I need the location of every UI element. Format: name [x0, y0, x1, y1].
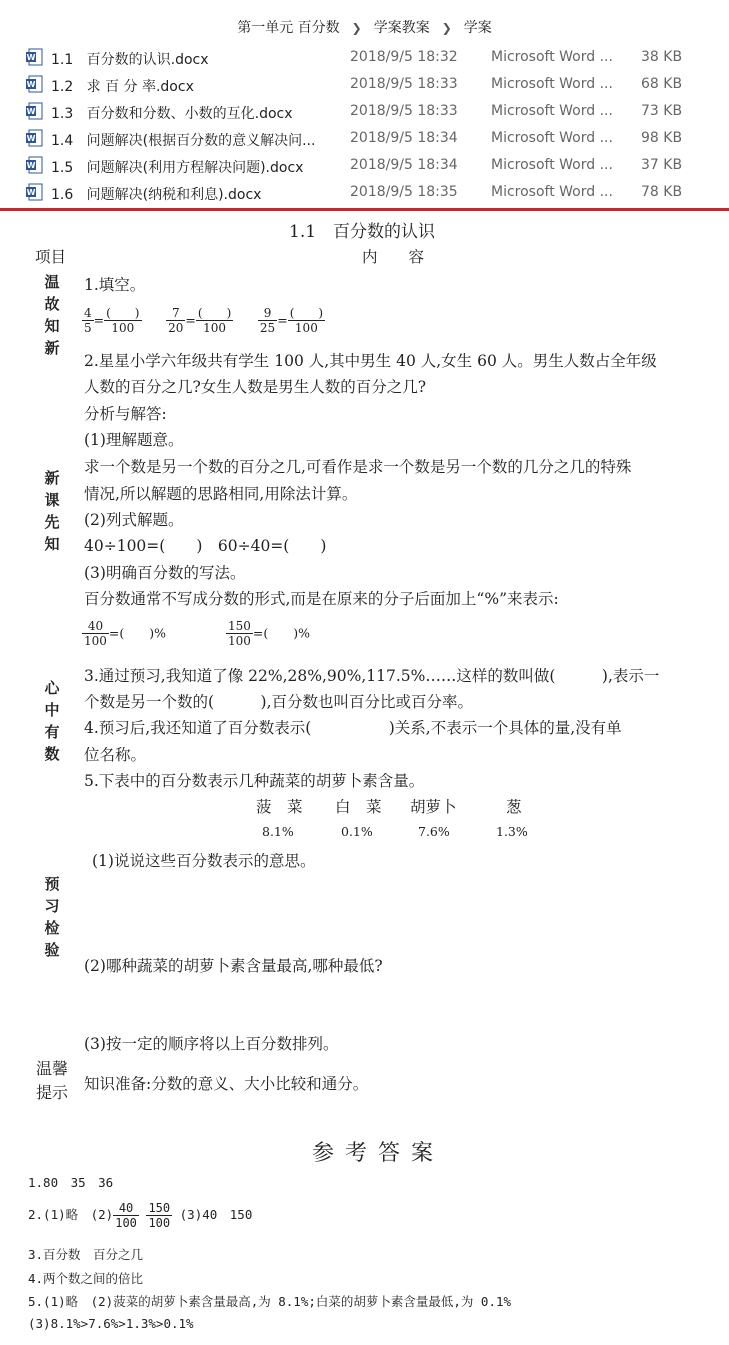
file-type: Microsoft Word ... [491, 76, 613, 92]
file-size: 98 KB [641, 130, 683, 146]
answer-line: 5.(1)略 (2)菠菜的胡萝卜素含量最高,为 8.1%;白菜的胡萝卜素含量最低,为 0.1% [28, 1294, 512, 1309]
word-doc-icon [25, 156, 43, 174]
section-label: 心中有数 [44, 679, 60, 763]
percent-conversion: $\frac{150}{100}$ =( )% [228, 619, 311, 648]
breadcrumb [0, 17, 729, 37]
answer-line: 1.80 35 36 [28, 1175, 114, 1190]
breadcrumb-item[interactable]: 学案教案 [373, 20, 430, 36]
file-row[interactable] [0, 152, 729, 179]
tip-text: 知识准备:分数的意义、大小比较和通分。 [84, 1075, 369, 1093]
svg-text:W: W [26, 80, 36, 89]
file-row[interactable] [0, 98, 729, 125]
file-size: 37 KB [641, 157, 683, 173]
percent-conversion: $\frac{40}{100}$ =( )% [84, 619, 167, 648]
veg-value: 7.6% [418, 824, 450, 839]
file-date: 2018/9/5 18:33 [350, 103, 458, 119]
veg-value: 0.1% [341, 824, 373, 839]
question-text: 位名称。 [84, 746, 147, 764]
body-text: 分析与解答: [84, 405, 167, 423]
question-text: 1.填空。 [84, 276, 146, 294]
word-doc-icon [25, 183, 43, 201]
file-row[interactable] [0, 71, 729, 98]
file-name: 1.1 百分数的认识.docx [51, 52, 209, 68]
page-title: 1.1 百分数的认识 [289, 222, 436, 242]
file-date: 2018/9/5 18:35 [350, 184, 458, 200]
column-header-item: 项目 [35, 248, 67, 266]
file-row[interactable] [0, 44, 729, 71]
answer-line: 3.百分数 百分之几 [28, 1247, 144, 1262]
veg-name: 胡萝卜 [410, 798, 457, 816]
fraction: $\frac{7}{20}$ [168, 306, 184, 335]
file-date: 2018/9/5 18:33 [350, 76, 458, 92]
section-label: 温馨提示 [35, 1059, 68, 1102]
chevron-right-icon: ❯ [351, 21, 362, 35]
word-doc-icon [25, 48, 43, 66]
sub-question: (2)哪种蔬菜的胡萝卜素含量最高,哪种最低? [84, 957, 383, 975]
veg-value: 8.1% [262, 824, 294, 839]
breadcrumb-item[interactable]: 第一单元 百分数 [237, 20, 340, 36]
section-label: 预习检验 [44, 875, 60, 959]
body-text: 百分数通常不写成分数的形式,而是在原来的分子后面加上“%”来表示: [84, 590, 559, 608]
sub-question: (3)按一定的顺序将以上百分数排列。 [84, 1035, 339, 1053]
question-text: 3.通过预习,我知道了像 22%,28%,90%,117.5%……这样的数叫做( ),表示一 [84, 667, 660, 685]
section-label: 温故知新 [44, 273, 60, 357]
answer-line: 4.两个数之间的倍比 [28, 1271, 144, 1286]
svg-text:W: W [26, 188, 36, 197]
svg-text:W: W [26, 53, 36, 62]
file-date: 2018/9/5 18:34 [350, 157, 458, 173]
file-type: Microsoft Word ... [491, 184, 613, 200]
file-explorer [0, 0, 729, 211]
body-text: 40÷100=( ) 60÷40=( ) [84, 537, 327, 555]
question-text: 个数是另一个数的( ),百分数也叫百分比或百分率。 [84, 693, 474, 711]
fraction: $\frac{40}{100}$ [115, 1201, 137, 1230]
file-type: Microsoft Word ... [491, 49, 613, 65]
file-row[interactable] [0, 179, 729, 206]
document-page [0, 211, 729, 1345]
fraction: $\frac{( )}{100}$ [197, 306, 232, 335]
word-doc-icon [25, 75, 43, 93]
section-label: 新课先知 [44, 469, 60, 553]
question-text: 4.预习后,我还知道了百分数表示( )关系,不表示一个具体的量,没有单 [84, 719, 622, 737]
word-doc-icon [25, 129, 43, 147]
file-name: 1.3 百分数和分数、小数的互化.docx [51, 106, 293, 122]
file-size: 78 KB [641, 184, 683, 200]
file-name: 1.5 问题解决(利用方程解决问题).docx [51, 160, 304, 176]
svg-text:W: W [26, 107, 36, 116]
answer-line: (3)8.1%>7.6%>1.3%>0.1% [28, 1316, 194, 1331]
fraction: $\frac{4}{5}$ [84, 306, 92, 335]
file-type: Microsoft Word ... [491, 130, 613, 146]
breadcrumb-item[interactable]: 学案 [463, 20, 492, 36]
fraction: $\frac{150}{100}$ [148, 1201, 171, 1230]
svg-text:W: W [26, 161, 36, 170]
file-date: 2018/9/5 18:32 [350, 49, 458, 65]
column-header-content: 内 容 [362, 248, 425, 266]
fill-in-fractions: $\frac{4}{5}$ = $\frac{( )}{100}$ $\frac{7}{20}$ = $\frac{( )}{100}$ $\frac{9}{25}$ = $\frac{( )}{100}$ [84, 306, 324, 335]
file-name: 1.4 问题解决(根据百分数的意义解决问... [51, 133, 316, 149]
veg-name: 菠 菜 [256, 798, 303, 816]
svg-text:W: W [26, 134, 36, 143]
body-text: 求一个数是另一个数的百分之几,可看作是求一个数是另一个数的几分之几的特殊 [84, 458, 632, 476]
body-text: (2)列式解题。 [84, 511, 184, 529]
fraction: $\frac{( )}{100}$ [106, 306, 140, 335]
veg-value: 1.3% [496, 824, 528, 839]
file-name: 1.6 问题解决(纳税和利息).docx [51, 187, 262, 203]
body-text: 情况,所以解题的思路相同,用除法计算。 [84, 485, 358, 503]
file-type: Microsoft Word ... [491, 103, 613, 119]
file-date: 2018/9/5 18:34 [350, 130, 458, 146]
body-text: (1)理解题意。 [84, 431, 184, 449]
answer-line: 2.(1)略 (2) $\frac{40}{100}$ $\frac{150}{100}$ (3)40 150 [28, 1201, 253, 1230]
chevron-right-icon: ❯ [441, 21, 452, 35]
file-size: 73 KB [641, 103, 683, 119]
body-text: (3)明确百分数的写法。 [84, 564, 246, 582]
fraction: $\frac{150}{100}$ [228, 619, 251, 648]
question-text: 人数的百分之几?女生人数是男生人数的百分之几? [84, 378, 427, 396]
sub-question: (1)说说这些百分数表示的意思。 [92, 852, 316, 870]
answers-title: 参 考 答 案 [312, 1141, 435, 1166]
file-name: 1.2 求 百 分 率.docx [51, 79, 194, 95]
fraction: $\frac{40}{100}$ [84, 619, 107, 648]
veg-name: 白 菜 [335, 798, 382, 816]
veg-name: 葱 [506, 798, 522, 816]
question-text: 2.星星小学六年级共有学生 100 人,其中男生 40 人,女生 60 人。男生人数占全年级 [84, 352, 657, 370]
fraction: $\frac{( )}{100}$ [289, 306, 324, 335]
word-doc-icon [25, 102, 43, 120]
fraction: $\frac{9}{25}$ [259, 306, 276, 335]
file-size: 68 KB [641, 76, 683, 92]
file-size: 38 KB [641, 49, 683, 65]
file-row[interactable] [0, 125, 729, 152]
question-text: 5.下表中的百分数表示几种蔬菜的胡萝卜素含量。 [84, 772, 425, 790]
file-type: Microsoft Word ... [491, 157, 613, 173]
